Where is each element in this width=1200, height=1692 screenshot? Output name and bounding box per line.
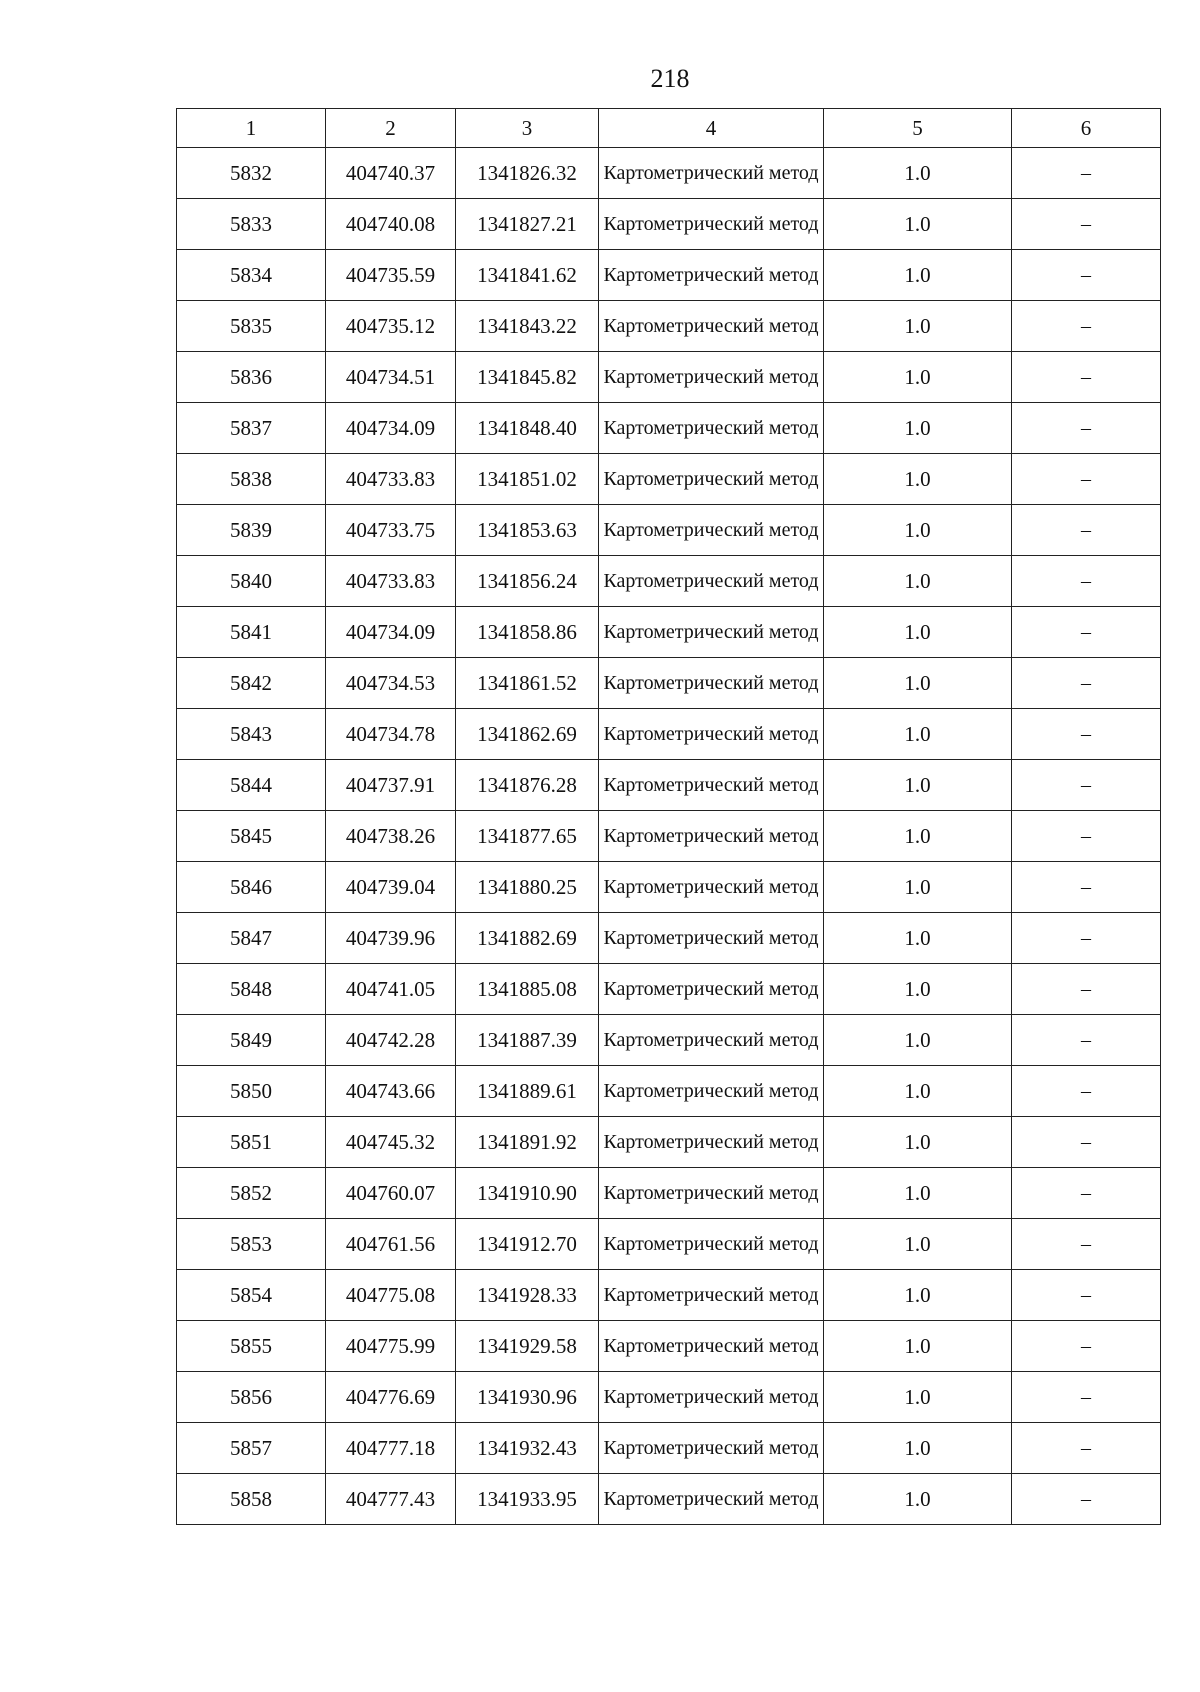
y-coordinate-cell: 1341889.61 [456,1066,599,1117]
note-cell: – [1012,709,1161,760]
table-row [177,811,1161,862]
method-cell: Картометрический метод [599,148,824,199]
accuracy-cell: 1.0 [824,709,1012,760]
x-coordinate-cell: 404740.37 [326,148,456,199]
accuracy-cell: 1.0 [824,1219,1012,1270]
table-row [177,658,1161,709]
y-coordinate-cell: 1341843.22 [456,301,599,352]
x-coordinate-cell: 404733.75 [326,505,456,556]
point-number-cell: 5835 [177,301,326,352]
accuracy-cell: 1.0 [824,1474,1012,1525]
table-row [177,148,1161,199]
accuracy-cell: 1.0 [824,1117,1012,1168]
table-row [177,760,1161,811]
note-cell: – [1012,811,1161,862]
method-cell: Картометрический метод [599,964,824,1015]
point-number-cell: 5853 [177,1219,326,1270]
table-header [177,109,1161,148]
point-number-cell: 5834 [177,250,326,301]
accuracy-cell: 1.0 [824,250,1012,301]
table-row [177,1066,1161,1117]
x-coordinate-cell: 404734.53 [326,658,456,709]
method-cell: Картометрический метод [599,1372,824,1423]
point-number-cell: 5843 [177,709,326,760]
x-coordinate-cell: 404735.59 [326,250,456,301]
point-number-cell: 5840 [177,556,326,607]
table-body [177,148,1161,1525]
y-coordinate-cell: 1341845.82 [456,352,599,403]
point-number-cell: 5857 [177,1423,326,1474]
accuracy-cell: 1.0 [824,1423,1012,1474]
table-row [177,352,1161,403]
method-cell: Картометрический метод [599,1219,824,1270]
x-coordinate-cell: 404733.83 [326,556,456,607]
column-header-3: 3 [456,109,599,148]
method-cell: Картометрический метод [599,454,824,505]
x-coordinate-cell: 404760.07 [326,1168,456,1219]
point-number-cell: 5837 [177,403,326,454]
point-number-cell: 5855 [177,1321,326,1372]
point-number-cell: 5842 [177,658,326,709]
y-coordinate-cell: 1341876.28 [456,760,599,811]
x-coordinate-cell: 404739.04 [326,862,456,913]
point-number-cell: 5849 [177,1015,326,1066]
method-cell: Картометрический метод [599,1168,824,1219]
x-coordinate-cell: 404734.51 [326,352,456,403]
y-coordinate-cell: 1341851.02 [456,454,599,505]
accuracy-cell: 1.0 [824,760,1012,811]
header-row [177,109,1161,148]
column-header-2: 2 [326,109,456,148]
y-coordinate-cell: 1341910.90 [456,1168,599,1219]
method-cell: Картометрический метод [599,1321,824,1372]
x-coordinate-cell: 404735.12 [326,301,456,352]
note-cell: – [1012,199,1161,250]
table-row [177,1372,1161,1423]
table-row [177,301,1161,352]
method-cell: Картометрический метод [599,1270,824,1321]
note-cell: – [1012,658,1161,709]
y-coordinate-cell: 1341928.33 [456,1270,599,1321]
x-coordinate-cell: 404776.69 [326,1372,456,1423]
column-header-1: 1 [177,109,326,148]
accuracy-cell: 1.0 [824,199,1012,250]
y-coordinate-cell: 1341929.58 [456,1321,599,1372]
y-coordinate-cell: 1341912.70 [456,1219,599,1270]
x-coordinate-cell: 404742.28 [326,1015,456,1066]
note-cell: – [1012,1321,1161,1372]
method-cell: Картометрический метод [599,607,824,658]
point-number-cell: 5850 [177,1066,326,1117]
y-coordinate-cell: 1341877.65 [456,811,599,862]
x-coordinate-cell: 404733.83 [326,454,456,505]
table-row [177,1474,1161,1525]
note-cell: – [1012,1066,1161,1117]
method-cell: Картометрический метод [599,913,824,964]
table-row [177,1168,1161,1219]
page-number: 218 [650,64,690,93]
note-cell: – [1012,1168,1161,1219]
method-cell: Картометрический метод [599,1423,824,1474]
x-coordinate-cell: 404761.56 [326,1219,456,1270]
accuracy-cell: 1.0 [824,352,1012,403]
y-coordinate-cell: 1341891.92 [456,1117,599,1168]
x-coordinate-cell: 404743.66 [326,1066,456,1117]
method-cell: Картометрический метод [599,556,824,607]
x-coordinate-cell: 404737.91 [326,760,456,811]
method-cell: Картометрический метод [599,1015,824,1066]
point-number-cell: 5845 [177,811,326,862]
table-row [177,1321,1161,1372]
x-coordinate-cell: 404741.05 [326,964,456,1015]
note-cell: – [1012,148,1161,199]
table-row [177,505,1161,556]
note-cell: – [1012,1270,1161,1321]
note-cell: – [1012,913,1161,964]
x-coordinate-cell: 404775.08 [326,1270,456,1321]
y-coordinate-cell: 1341841.62 [456,250,599,301]
accuracy-cell: 1.0 [824,913,1012,964]
method-cell: Картометрический метод [599,760,824,811]
y-coordinate-cell: 1341933.95 [456,1474,599,1525]
column-header-4: 4 [599,109,824,148]
method-cell: Картометрический метод [599,1066,824,1117]
y-coordinate-cell: 1341932.43 [456,1423,599,1474]
table-row [177,964,1161,1015]
method-cell: Картометрический метод [599,811,824,862]
note-cell: – [1012,352,1161,403]
y-coordinate-cell: 1341862.69 [456,709,599,760]
table-row [177,607,1161,658]
method-cell: Картометрический метод [599,352,824,403]
accuracy-cell: 1.0 [824,964,1012,1015]
accuracy-cell: 1.0 [824,862,1012,913]
note-cell: – [1012,760,1161,811]
accuracy-cell: 1.0 [824,607,1012,658]
accuracy-cell: 1.0 [824,148,1012,199]
method-cell: Картометрический метод [599,1474,824,1525]
y-coordinate-cell: 1341861.52 [456,658,599,709]
table-row [177,403,1161,454]
x-coordinate-cell: 404775.99 [326,1321,456,1372]
point-number-cell: 5851 [177,1117,326,1168]
table-row [177,454,1161,505]
note-cell: – [1012,556,1161,607]
point-number-cell: 5854 [177,1270,326,1321]
accuracy-cell: 1.0 [824,1270,1012,1321]
accuracy-cell: 1.0 [824,505,1012,556]
table-row [177,1117,1161,1168]
point-number-cell: 5852 [177,1168,326,1219]
accuracy-cell: 1.0 [824,1168,1012,1219]
column-header-6: 6 [1012,109,1161,148]
x-coordinate-cell: 404745.32 [326,1117,456,1168]
accuracy-cell: 1.0 [824,556,1012,607]
note-cell: – [1012,1372,1161,1423]
note-cell: – [1012,1474,1161,1525]
method-cell: Картометрический метод [599,199,824,250]
table-row [177,1423,1161,1474]
point-number-cell: 5856 [177,1372,326,1423]
method-cell: Картометрический метод [599,658,824,709]
table-row [177,250,1161,301]
accuracy-cell: 1.0 [824,1015,1012,1066]
method-cell: Картометрический метод [599,505,824,556]
x-coordinate-cell: 404734.09 [326,403,456,454]
y-coordinate-cell: 1341880.25 [456,862,599,913]
y-coordinate-cell: 1341882.69 [456,913,599,964]
note-cell: – [1012,1219,1161,1270]
table-row [177,709,1161,760]
x-coordinate-cell: 404777.43 [326,1474,456,1525]
y-coordinate-cell: 1341856.24 [456,556,599,607]
note-cell: – [1012,505,1161,556]
note-cell: – [1012,403,1161,454]
point-number-cell: 5846 [177,862,326,913]
x-coordinate-cell: 404777.18 [326,1423,456,1474]
x-coordinate-cell: 404740.08 [326,199,456,250]
table-row [177,913,1161,964]
table-row [177,862,1161,913]
accuracy-cell: 1.0 [824,454,1012,505]
y-coordinate-cell: 1341827.21 [456,199,599,250]
table-row [177,1015,1161,1066]
accuracy-cell: 1.0 [824,403,1012,454]
point-number-cell: 5832 [177,148,326,199]
x-coordinate-cell: 404734.09 [326,607,456,658]
point-number-cell: 5833 [177,199,326,250]
table-row [177,199,1161,250]
accuracy-cell: 1.0 [824,658,1012,709]
note-cell: – [1012,1117,1161,1168]
table-row [177,1219,1161,1270]
point-number-cell: 5847 [177,913,326,964]
accuracy-cell: 1.0 [824,1321,1012,1372]
note-cell: – [1012,862,1161,913]
y-coordinate-cell: 1341853.63 [456,505,599,556]
table-row [177,1270,1161,1321]
y-coordinate-cell: 1341885.08 [456,964,599,1015]
note-cell: – [1012,1423,1161,1474]
point-number-cell: 5844 [177,760,326,811]
method-cell: Картометрический метод [599,250,824,301]
method-cell: Картометрический метод [599,403,824,454]
method-cell: Картометрический метод [599,709,824,760]
point-number-cell: 5839 [177,505,326,556]
method-cell: Картометрический метод [599,301,824,352]
method-cell: Картометрический метод [599,1117,824,1168]
point-number-cell: 5841 [177,607,326,658]
accuracy-cell: 1.0 [824,1372,1012,1423]
x-coordinate-cell: 404738.26 [326,811,456,862]
point-number-cell: 5858 [177,1474,326,1525]
note-cell: – [1012,964,1161,1015]
x-coordinate-cell: 404734.78 [326,709,456,760]
point-number-cell: 5836 [177,352,326,403]
y-coordinate-cell: 1341887.39 [456,1015,599,1066]
point-number-cell: 5848 [177,964,326,1015]
method-cell: Картометрический метод [599,862,824,913]
table-row [177,556,1161,607]
y-coordinate-cell: 1341848.40 [456,403,599,454]
accuracy-cell: 1.0 [824,301,1012,352]
y-coordinate-cell: 1341858.86 [456,607,599,658]
y-coordinate-cell: 1341826.32 [456,148,599,199]
point-number-cell: 5838 [177,454,326,505]
note-cell: – [1012,301,1161,352]
coordinates-table [176,108,1161,1525]
accuracy-cell: 1.0 [824,811,1012,862]
y-coordinate-cell: 1341930.96 [456,1372,599,1423]
x-coordinate-cell: 404739.96 [326,913,456,964]
accuracy-cell: 1.0 [824,1066,1012,1117]
note-cell: – [1012,607,1161,658]
note-cell: – [1012,454,1161,505]
note-cell: – [1012,1015,1161,1066]
note-cell: – [1012,250,1161,301]
column-header-5: 5 [824,109,1012,148]
